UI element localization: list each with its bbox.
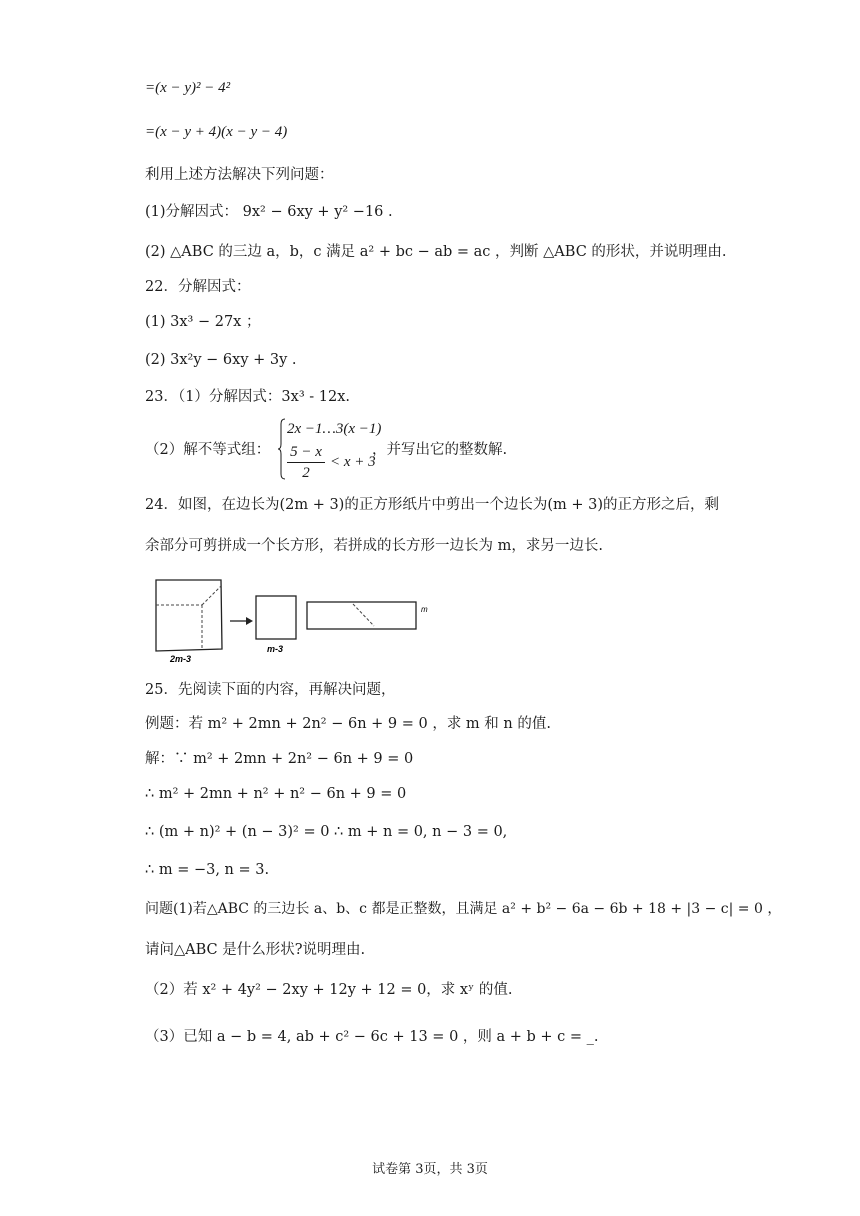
solution-line-1: 解：∵ m² + 2mn + 2n² − 6n + 9 = 0	[145, 751, 414, 767]
q24-figure	[150, 578, 440, 666]
q25-problem-1-cont: 请问△ABC 是什么形状?说明理由.	[145, 942, 366, 958]
q23-part1: 23．（1）分解因式：3x³ - 12x.	[145, 389, 350, 405]
page-footer: 试卷第 3页，共 3页	[372, 1162, 488, 1177]
q24-line2: 余部分可剪拼成一个长方形，若拼成的长方形一边长为 m，求另一边长.	[145, 538, 603, 554]
solution-line-2: ∴ m² + 2mn + n² + n² − 6n + 9 = 0	[145, 786, 407, 802]
q23-part2-label: （2）解不等式组：	[145, 442, 271, 458]
solution-line-4: ∴ m = −3, n = 3.	[145, 862, 270, 878]
label-2m-3: 2m-3	[170, 654, 192, 664]
big-square	[156, 580, 222, 651]
q25-problem-2: （2）若 x² + 4y² − 2xy + 12y + 12 = 0，求 xʸ 的值.	[145, 982, 513, 998]
rectangle	[307, 602, 416, 629]
q24-line1: 24．如图，在边长为(2m + 3)的正方形纸片中剪出一个边长为(m + 3)的正方形之后，剩	[145, 497, 719, 513]
label-m-3: m-3	[267, 644, 284, 654]
q25-problem-1: 问题(1)若△ABC 的三边长 a、b、c 都是正整数，且满足 a² + b² − 6a − 6b + 18 + |3 − c| = 0 ，	[145, 901, 782, 917]
q22-part2: (2) 3x²y − 6xy + 3y .	[145, 352, 297, 368]
q21-part1: (1)分解因式： 9x² − 6xy + y² −16 .	[145, 204, 393, 220]
fraction-numerator: 5 − x	[290, 444, 322, 460]
q22-heading: 22．分解因式：	[145, 279, 251, 295]
small-square	[256, 596, 296, 639]
q22-part1: (1) 3x³ − 27x ；	[145, 314, 261, 330]
inequality-2-rhs: < x + 3	[330, 454, 376, 470]
q25-problem-3: （3）已知 a − b = 4, ab + c² − 6c + 13 = 0 ，则 a + b + c = _.	[145, 1029, 599, 1045]
line-1: =(x − y)² − 4²	[145, 80, 231, 96]
label-m: m	[421, 605, 428, 614]
rect-cut-line	[353, 604, 374, 626]
q21-part2: (2) △ABC 的三边 a，b，c 满足 a² + bc − ab = ac ，判断 △ABC 的形状，并说明理由.	[145, 244, 727, 260]
cut-line-diag	[202, 586, 221, 605]
q23-part2-tail: ，并写出它的整数解.	[372, 442, 508, 458]
brace-icon	[278, 418, 286, 480]
inequality-1: 2x −1…3(x −1)	[287, 421, 382, 437]
line-3: 利用上述方法解决下列问题：	[145, 167, 334, 183]
example-line: 例题：若 m² + 2mn + 2n² − 6n + 9 = 0 ，求 m 和 n 的值.	[145, 716, 551, 732]
arrow-icon	[246, 617, 253, 625]
line-2: =(x − y + 4)(x − y − 4)	[145, 124, 288, 140]
fraction-denominator: 2	[302, 465, 310, 481]
q25-heading: 25．先阅读下面的内容，再解决问题，	[145, 682, 396, 698]
solution-line-3: ∴ (m + n)² + (n − 3)² = 0 ∴ m + n = 0, n − 3 = 0,	[145, 824, 508, 840]
